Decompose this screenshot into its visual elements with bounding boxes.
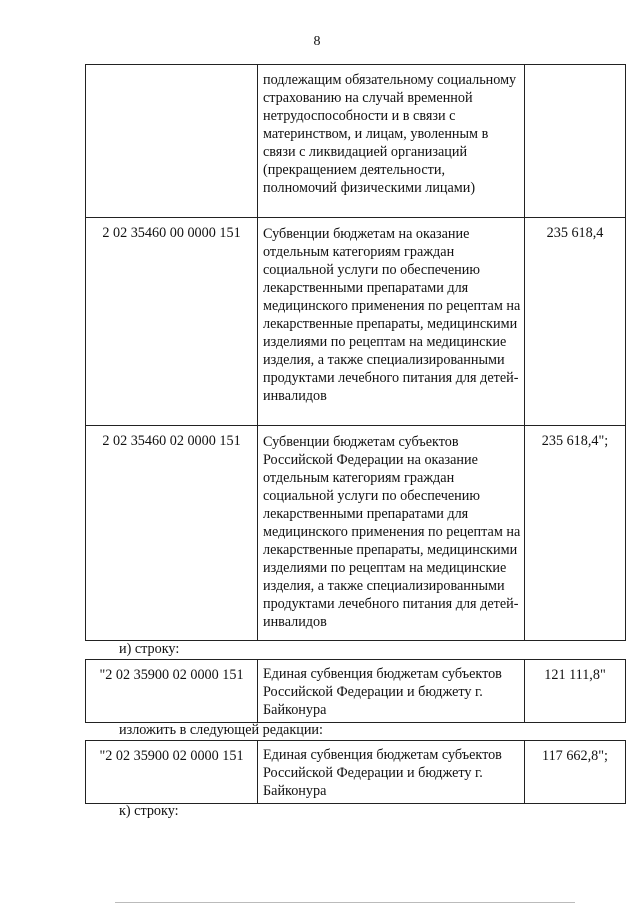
- instruction-item-k: к) строку:: [119, 803, 179, 819]
- budget-table: [85, 64, 626, 641]
- description-cell: Субвенции бюджетам субъектов Российской Федерации на оказание отдельным категориям граждан социальной услуги по обеспечению лекарственными препаратами для медицинского применения по рецептам на лекарственные препараты, медицинскими изделиями по рецептам на медицинские изделия, а также специализированными продуктами лечебного питания для детей-инвалидов: [258, 426, 525, 641]
- page-number: 8: [313, 34, 321, 49]
- code-cell: 2 02 35460 02 0000 151: [86, 426, 258, 641]
- table-row: [86, 65, 626, 218]
- table-row: [86, 426, 626, 641]
- code-cell: 2 02 35460 00 0000 151: [86, 218, 258, 426]
- instruction-edit: изложить в следующей редакции:: [119, 722, 323, 738]
- scan-edge-line: [115, 902, 575, 903]
- amount-cell: 117 662,8";: [525, 741, 626, 804]
- amount-cell: 121 111,8": [525, 660, 626, 723]
- code-cell: "2 02 35900 02 0000 151: [86, 660, 258, 723]
- table-row: [86, 741, 626, 804]
- code-cell: [86, 65, 258, 218]
- description-cell: Единая субвенция бюджетам субъектов Российской Федерации и бюджету г. Байконура: [258, 660, 525, 723]
- description-cell: Субвенции бюджетам на оказание отдельным категориям граждан социальной услуги по обеспечению лекарственными препаратами для медицинского применения по рецептам на лекарственные препараты, медицинскими изделиями по рецептам на медицинские изделия, а также специализированными продуктами лечебного питания для детей-инвалидов: [258, 218, 525, 426]
- description-cell: подлежащим обязательному социальному страхованию на случай временной нетрудоспособности и в связи с материнством, и лицам, уволенным в связи с ликвидацией организаций (прекращением деятельности, полномочий физическими лицами): [258, 65, 525, 218]
- description-cell: Единая субвенция бюджетам субъектов Российской Федерации и бюджету г. Байконура: [258, 741, 525, 804]
- table-row: [86, 218, 626, 426]
- item-i-new-table: [85, 740, 626, 804]
- amount-cell: [525, 65, 626, 218]
- amount-cell: 235 618,4";: [525, 426, 626, 641]
- table-row: [86, 660, 626, 723]
- instruction-item-i: и) строку:: [119, 641, 180, 657]
- item-i-old-table: [85, 659, 626, 723]
- amount-cell: 235 618,4: [525, 218, 626, 426]
- code-cell: "2 02 35900 02 0000 151: [86, 741, 258, 804]
